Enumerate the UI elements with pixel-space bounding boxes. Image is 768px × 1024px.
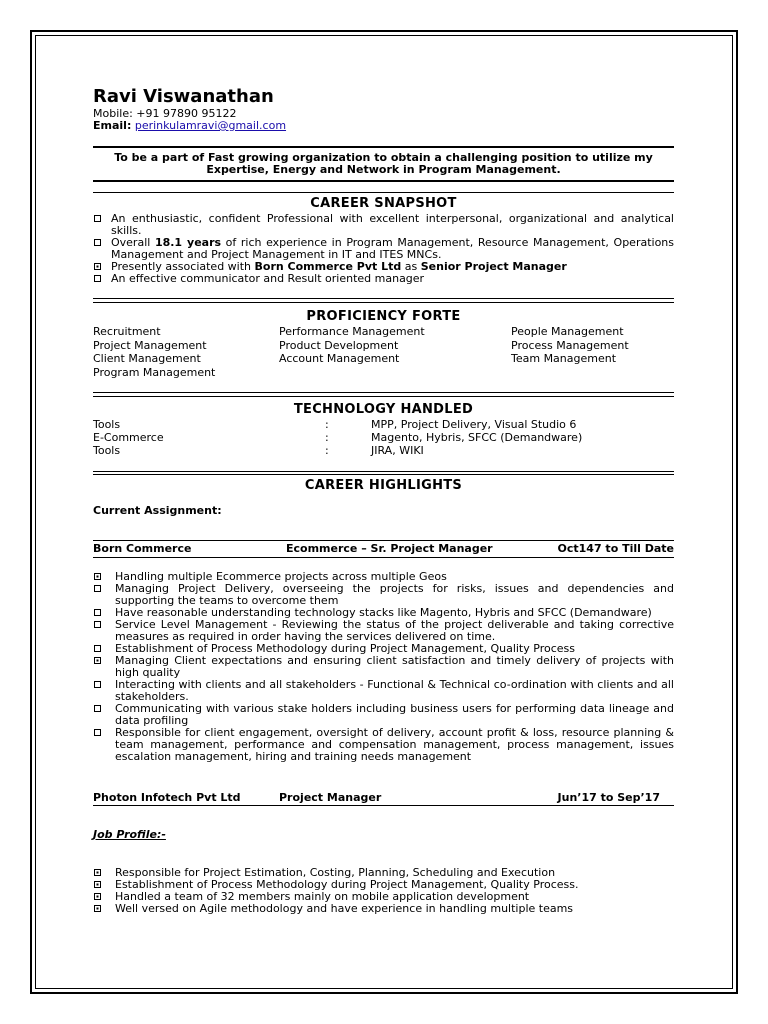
skill-item: Product Development [279,338,399,352]
list-item: Overall 18.1 years of rich experience in Program Management, Resource Management, Operations Management and Project Management in IT and ITES MNCs. [93,237,674,261]
divider [93,298,674,299]
skill-item: Team Management [511,352,617,365]
list-item: Well versed on Agile methodology and have experience in handling multiple teams [93,903,674,915]
job-dates: Oct147 to Till Date [557,542,674,555]
job2-responsibilities [93,867,674,915]
skill-item: Project Management [93,338,207,352]
divider [93,392,674,393]
skill-item: Program Management [93,365,216,379]
checkbox-bullet-icon [94,275,101,282]
checkbox-bullet-icon [94,729,101,736]
tech-value: Magento, Hybris, SFCC (Demandware) [371,431,583,444]
email-line [93,120,286,132]
list-item: Managing Project Delivery, overseeing the projects for risks, issues and dependencies and supporting the teams to overcome them [93,583,674,607]
list-item: Responsible for client engagement, oversight of delivery, account profit & loss, resource planning & team management, performance and compensation management, process management, issues escalation management, hiring and training needs management [93,727,674,763]
list-item: Interacting with clients and all stakeholders - Functional & Technical co-ordination with clients and all stakeholders. [93,679,674,703]
checkbox-bullet-icon [94,905,101,912]
skill-item: Client Management [93,352,201,365]
checkbox-bullet-icon [94,869,101,876]
divider [93,192,674,193]
skill-item: People Management [511,325,624,338]
tech-label: Tools [93,444,121,457]
email-link[interactable]: perinkulamravi@gmail.com [134,119,287,132]
mobile-line: Mobile: +91 97890 95122 [93,107,237,120]
skill-item: Account Management [279,352,400,365]
checkbox-bullet-icon [94,239,101,246]
list-item: Establishment of Process Methodology during Project Management, Quality Process. [93,879,674,891]
job-company: Born Commerce [93,542,192,555]
list-item: Service Level Management - Reviewing the status of the project deliverable and taking corrective measures as required in order having the services delivered on time. [93,619,674,643]
section-title-career-snapshot: CAREER SNAPSHOT [310,196,457,211]
list-item: Communicating with various stake holders including business users for performing data lineage and data profiling [93,703,674,727]
checkbox-bullet-icon [94,609,101,616]
objective-statement: To be a part of Fast growing organization to obtain a challenging position to utilize my Expertise, Energy and Network in Program Management. [114,151,653,176]
tech-value: JIRA, WIKI [371,444,424,457]
tech-separator: : [325,444,329,457]
section-title-highlights: CAREER HIGHLIGHTS [304,478,463,493]
divider [93,474,674,475]
divider [93,146,674,148]
divider [93,805,674,806]
job1-responsibilities [93,571,674,763]
list-item: An effective communicator and Result oriented manager [93,273,674,285]
job-dates: Jun’17 to Sep’17 [557,791,660,804]
checkbox-bullet-icon [94,621,101,628]
career-snapshot-list [93,213,674,285]
job-role: Project Manager [279,791,382,804]
skills-column-2 [279,326,425,367]
section-title-technology: TECHNOLOGY HANDLED [293,402,474,417]
divider [93,396,674,397]
skills-column-3 [511,326,629,367]
list-item: Presently associated with Born Commerce Pvt Ltd as Senior Project Manager [93,261,674,273]
list-item: Handling multiple Ecommerce projects across multiple Geos [93,571,674,583]
section-title-proficiency: PROFICIENCY FORTE [306,309,461,324]
tech-separator: : [325,431,329,444]
skill-item: Process Management [511,338,629,352]
checkbox-bullet-icon [94,585,101,592]
checkbox-bullet-icon [94,263,101,270]
list-item: An enthusiastic, confident Professional with excellent interpersonal, organizational and analytical skills. [93,213,674,237]
checkbox-bullet-icon [94,705,101,712]
skills-column-1 [93,326,215,380]
list-item: Managing Client expectations and ensuring client satisfaction and timely delivery of projects with high quality [93,655,674,679]
checkbox-bullet-icon [94,215,101,222]
job-profile-label: Job Profile:- [93,828,166,841]
tech-label: Tools [93,418,121,431]
email-label: Email: [93,119,132,132]
list-item: Establishment of Process Methodology during Project Management, Quality Process [93,643,674,655]
tech-label: E-Commerce [93,431,164,444]
job-company: Photon Infotech Pvt Ltd [93,791,241,804]
checkbox-bullet-icon [94,645,101,652]
tech-value: MPP, Project Delivery, Visual Studio 6 [371,418,577,431]
candidate-name: Ravi Viswanathan [93,86,274,107]
skill-item: Performance Management [279,325,425,338]
divider [93,180,674,182]
tech-separator: : [325,418,329,431]
checkbox-bullet-icon [94,573,101,580]
divider [93,471,674,472]
checkbox-bullet-icon [94,881,101,888]
divider [93,557,674,558]
checkbox-bullet-icon [94,681,101,688]
divider [93,302,674,303]
list-item: Have reasonable understanding technology stacks like Magento, Hybris and SFCC (Demandware) [93,607,674,619]
current-assignment-label: Current Assignment: [93,504,222,517]
checkbox-bullet-icon [94,657,101,664]
list-item: Responsible for Project Estimation, Costing, Planning, Scheduling and Execution [93,867,674,879]
list-item: Handled a team of 32 members mainly on mobile application development [93,891,674,903]
job-role: Ecommerce – Sr. Project Manager [286,542,493,555]
divider [93,540,674,541]
skill-item: Recruitment [93,325,161,338]
checkbox-bullet-icon [94,893,101,900]
